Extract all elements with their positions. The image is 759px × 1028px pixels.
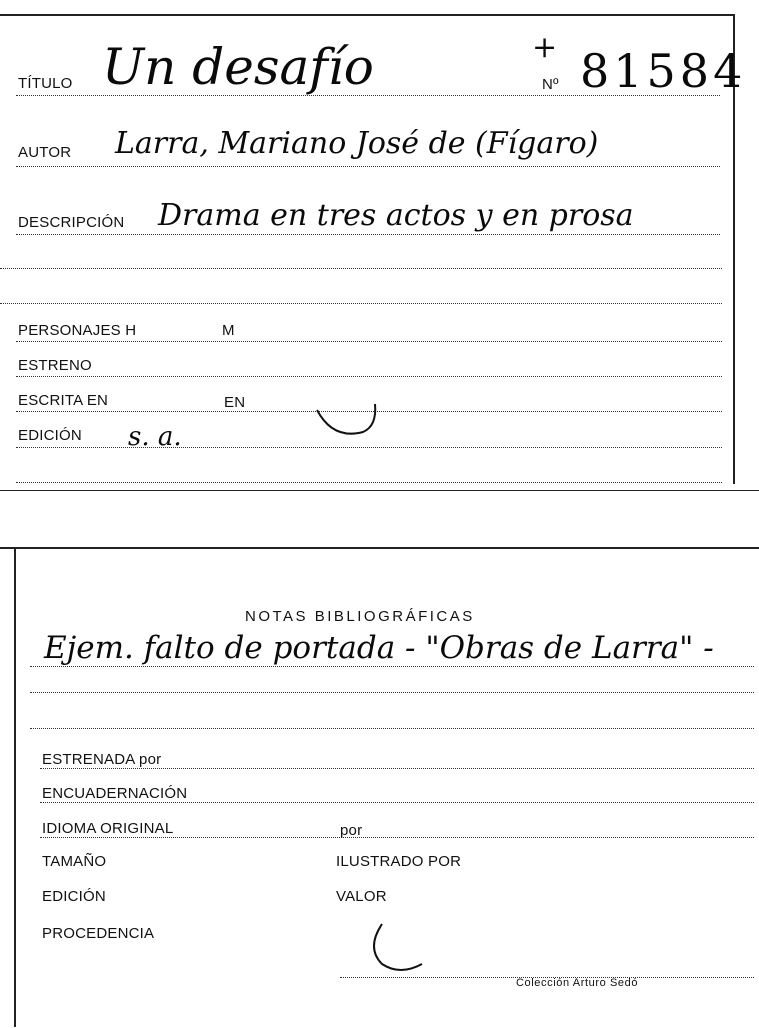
idioma-rule bbox=[40, 837, 754, 838]
stamp-arc-icon bbox=[305, 392, 385, 442]
numero-label: Nº bbox=[542, 76, 559, 93]
descripcion-value: Drama en tres actos y en prosa bbox=[158, 198, 634, 233]
notas-rule-1 bbox=[30, 666, 754, 667]
escrita-label: ESCRITA EN bbox=[18, 392, 109, 409]
notas-rule-3 bbox=[30, 728, 754, 729]
notas-rule-2 bbox=[30, 692, 754, 693]
card-top-border bbox=[0, 14, 735, 16]
titulo-label: TÍTULO bbox=[18, 75, 73, 92]
titulo-value: Un desafío bbox=[102, 38, 374, 96]
descripcion-rule-2 bbox=[0, 268, 722, 269]
catalog-card-bottom bbox=[0, 540, 759, 1028]
autor-value: Larra, Mariano José de (Fígaro) bbox=[115, 126, 599, 161]
autor-label: AUTOR bbox=[18, 144, 72, 161]
card-bottom-left-edge bbox=[14, 547, 16, 1027]
autor-rule bbox=[16, 166, 720, 167]
valor-label: VALOR bbox=[336, 888, 387, 905]
notas-value: Ejem. falto de portada - "Obras de Larra" - bbox=[44, 630, 714, 666]
estreno-label: ESTRENO bbox=[18, 357, 92, 374]
personajes-rule bbox=[16, 341, 722, 342]
titulo-rule bbox=[16, 95, 720, 96]
catalog-card-top bbox=[0, 0, 759, 495]
card-top-bottom-edge bbox=[0, 490, 759, 491]
stamp-arc-bottom-icon bbox=[360, 920, 430, 975]
idioma-por-label: por bbox=[340, 822, 363, 839]
personajes-m-label: M bbox=[222, 322, 235, 339]
procedencia-label: PROCEDENCIA bbox=[42, 925, 155, 942]
estrenada-label: ESTRENADA por bbox=[42, 751, 162, 768]
encuadernacion-rule bbox=[40, 802, 754, 803]
estrenada-rule bbox=[40, 768, 754, 769]
idioma-label: IDIOMA ORIGINAL bbox=[42, 820, 174, 837]
descripcion-label: DESCRIPCIÓN bbox=[18, 214, 125, 231]
edicion-label: EDICIÓN bbox=[18, 427, 82, 444]
card-bottom-top-edge bbox=[0, 547, 759, 549]
card-top-last-rule bbox=[16, 482, 722, 483]
escrita-en-label: EN bbox=[224, 394, 246, 411]
descripcion-rule-3 bbox=[0, 303, 722, 304]
tamano-label: TAMAÑO bbox=[42, 853, 107, 870]
numero-value: 81584 bbox=[580, 44, 747, 98]
descripcion-rule bbox=[16, 234, 720, 235]
edicion-bottom-label: EDICIÓN bbox=[42, 888, 106, 905]
estreno-rule bbox=[16, 376, 722, 377]
numero-cross: + bbox=[532, 30, 558, 65]
edicion-rule bbox=[16, 447, 722, 448]
personajes-label: PERSONAJES H bbox=[18, 322, 137, 339]
coleccion-footer: Colección Arturo Sedó bbox=[516, 977, 639, 989]
edicion-value: s. a. bbox=[128, 422, 182, 452]
encuadernacion-label: ENCUADERNACIÓN bbox=[42, 785, 188, 802]
ilustrado-label: ILUSTRADO POR bbox=[336, 853, 462, 870]
notas-label: NOTAS BIBLIOGRÁFICAS bbox=[245, 608, 475, 625]
